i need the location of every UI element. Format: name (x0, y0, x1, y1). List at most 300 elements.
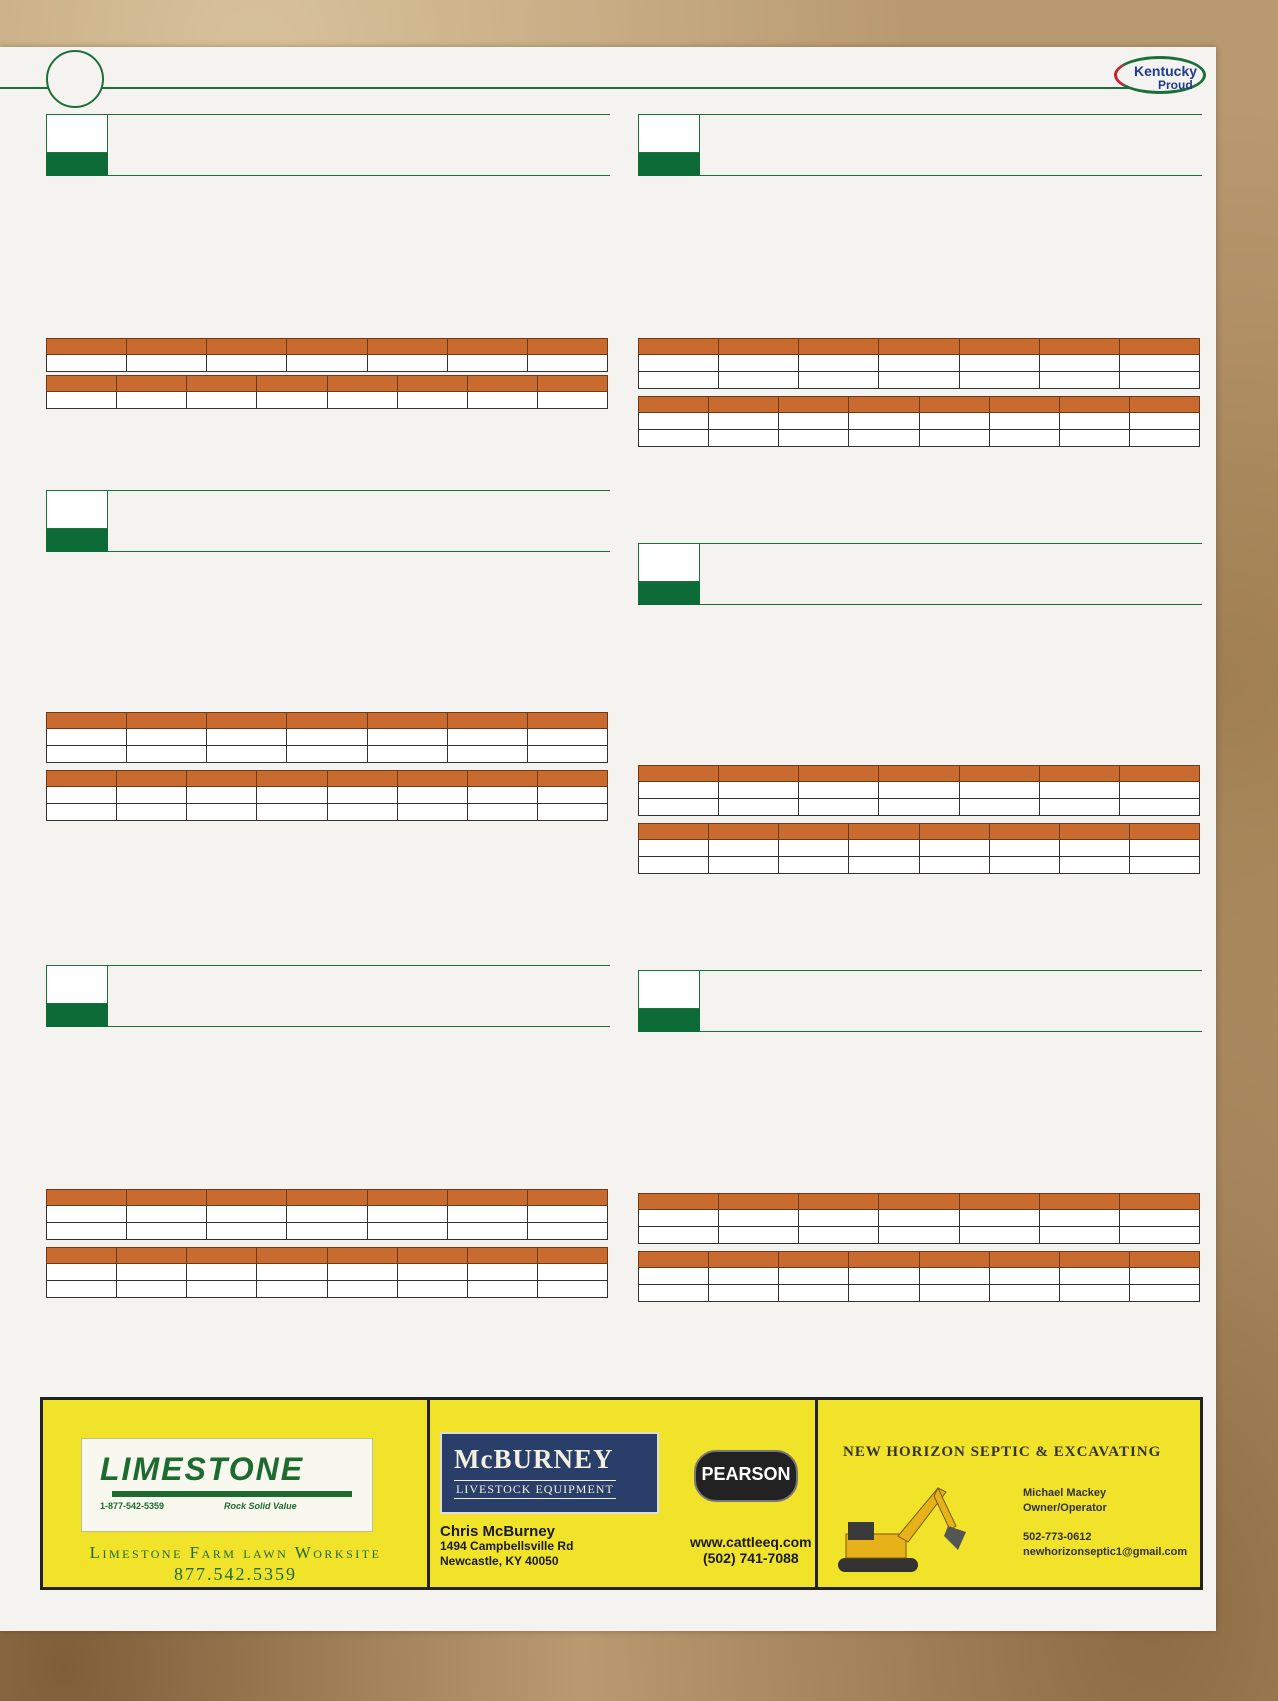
mcburney-contact (440, 1524, 573, 1569)
table-header-cell (959, 1194, 1039, 1210)
section-label-box (46, 965, 108, 1027)
table-cell (467, 804, 537, 821)
table-header-cell (779, 397, 849, 413)
table-cell (719, 1227, 799, 1244)
table-cell (127, 355, 207, 372)
table-header-cell (1039, 766, 1119, 782)
table-header-cell (47, 713, 127, 729)
table-header-cell (327, 376, 397, 392)
stats-table-7col (638, 338, 1200, 389)
mcburney-web-phone (690, 1534, 812, 1566)
table-cell (447, 355, 527, 372)
table-header-cell (527, 1190, 607, 1206)
table-cell (1119, 1210, 1199, 1227)
mcburney-phone: (502) 741-7088 (702, 1550, 799, 1566)
table-cell (639, 782, 719, 799)
table-cell (327, 1281, 397, 1298)
table-cell (639, 355, 719, 372)
table-cell (367, 1223, 447, 1240)
table-cell (47, 804, 117, 821)
table-cell (47, 729, 127, 746)
table-header-cell (639, 339, 719, 355)
table-cell (919, 1285, 989, 1302)
table-cell (959, 355, 1039, 372)
table-cell (47, 1264, 117, 1281)
table-cell (989, 430, 1059, 447)
table-header-cell (1059, 824, 1129, 840)
table-cell (849, 857, 919, 874)
table-cell (879, 372, 959, 389)
section-header (46, 490, 610, 552)
table-cell (1119, 782, 1199, 799)
page-number-badge (46, 50, 104, 108)
table-header-cell (257, 1248, 327, 1264)
table-cell (919, 413, 989, 430)
table-cell (879, 1227, 959, 1244)
table-cell (117, 804, 187, 821)
table-cell (779, 1268, 849, 1285)
table-header-cell (207, 339, 287, 355)
table-cell (639, 1210, 719, 1227)
table-cell (207, 746, 287, 763)
table-header-cell (639, 397, 709, 413)
table-cell (799, 372, 879, 389)
logo-text-kentucky: Kentucky (1134, 63, 1198, 79)
table-header-cell (47, 376, 117, 392)
table-cell (447, 729, 527, 746)
table-cell (1129, 430, 1199, 447)
table-header-cell (1129, 397, 1199, 413)
table-cell (959, 372, 1039, 389)
table-cell (959, 799, 1039, 816)
table-cell (779, 840, 849, 857)
table-cell (639, 840, 709, 857)
table-header-cell (397, 771, 467, 787)
mcburney-logo-sub: LIVESTOCK EQUIPMENT (454, 1480, 616, 1499)
table-cell (537, 804, 607, 821)
table-cell (779, 413, 849, 430)
new-horizon-title: NEW HORIZON SEPTIC & EXCAVATING (843, 1444, 1162, 1460)
table-header-cell (1129, 824, 1199, 840)
table-cell (1059, 1285, 1129, 1302)
table-cell (127, 1223, 207, 1240)
table-cell (879, 799, 959, 816)
section-header (46, 965, 610, 1027)
header-rule (0, 87, 1130, 89)
ad-mcburney[interactable] (430, 1400, 818, 1587)
table-cell (799, 1210, 879, 1227)
table-header-cell (127, 339, 207, 355)
table-header-cell (799, 339, 879, 355)
stats-table-8col (638, 823, 1200, 874)
table-header-cell (187, 376, 257, 392)
table-header-cell (719, 766, 799, 782)
table-cell (1129, 1285, 1199, 1302)
table-header-cell (257, 771, 327, 787)
table-header-cell (47, 339, 127, 355)
table-cell (709, 1268, 779, 1285)
table-header-cell (1039, 339, 1119, 355)
section-label-box (638, 543, 700, 605)
table-header-cell (709, 824, 779, 840)
stats-table-8col (638, 396, 1200, 447)
table-cell (287, 729, 367, 746)
table-cell (207, 1206, 287, 1223)
table-cell (1119, 355, 1199, 372)
sponsor-ads-strip (40, 1397, 1203, 1590)
table-header-cell (919, 1252, 989, 1268)
section-header (638, 543, 1202, 605)
table-header-cell (849, 397, 919, 413)
table-cell (1039, 355, 1119, 372)
stats-table-8col (638, 1251, 1200, 1302)
table-header-cell (397, 376, 467, 392)
table-cell (1119, 372, 1199, 389)
table-cell (527, 355, 607, 372)
table-cell (117, 1281, 187, 1298)
table-header-cell (117, 1248, 187, 1264)
table-cell (639, 430, 709, 447)
section-header (638, 970, 1202, 1032)
table-header-cell (467, 1248, 537, 1264)
table-cell (467, 1264, 537, 1281)
table-cell (709, 857, 779, 874)
table-cell (959, 782, 1039, 799)
table-header-cell (849, 1252, 919, 1268)
table-cell (639, 1268, 709, 1285)
table-cell (327, 804, 397, 821)
table-cell (327, 1264, 397, 1281)
table-cell (989, 413, 1059, 430)
excavator-icon (828, 1470, 978, 1580)
table-header-cell (779, 1252, 849, 1268)
table-cell (719, 1210, 799, 1227)
section-label-box (638, 114, 700, 176)
table-header-cell (367, 339, 447, 355)
section-label-box (46, 114, 108, 176)
table-header-cell (327, 771, 397, 787)
table-cell (639, 413, 709, 430)
table-cell (127, 746, 207, 763)
table-cell (1039, 799, 1119, 816)
table-cell (447, 1206, 527, 1223)
table-header-cell (367, 713, 447, 729)
mcburney-website[interactable]: www.cattleeq.com (690, 1534, 812, 1550)
table-cell (287, 1206, 367, 1223)
table-cell (779, 857, 849, 874)
table-cell (47, 787, 117, 804)
table-cell (527, 1206, 607, 1223)
table-cell (187, 804, 257, 821)
section-label-box (638, 970, 700, 1032)
table-header-cell (1119, 1194, 1199, 1210)
table-cell (257, 787, 327, 804)
stats-table-7col (46, 712, 608, 763)
table-header-cell (919, 397, 989, 413)
table-cell (989, 1268, 1059, 1285)
table-header-cell (959, 339, 1039, 355)
table-header-cell (287, 339, 367, 355)
limestone-name: Limestone Farm lawn Worksite (89, 1543, 382, 1562)
table-cell (257, 804, 327, 821)
section-header (46, 114, 610, 176)
table-cell (467, 787, 537, 804)
table-cell (1059, 1268, 1129, 1285)
table-cell (1039, 782, 1119, 799)
table-cell (287, 746, 367, 763)
table-header-cell (1119, 766, 1199, 782)
table-cell (397, 392, 467, 409)
section-label-box (46, 490, 108, 552)
table-cell (639, 799, 719, 816)
table-cell (187, 392, 257, 409)
table-cell (779, 1285, 849, 1302)
table-cell (1059, 413, 1129, 430)
table-cell (287, 355, 367, 372)
table-header-cell (187, 771, 257, 787)
table-cell (1129, 413, 1199, 430)
table-cell (719, 372, 799, 389)
limestone-logo-text: LIMESTONE (100, 1451, 305, 1487)
table-cell (919, 1268, 989, 1285)
table-cell (849, 430, 919, 447)
table-cell (207, 355, 287, 372)
limestone-logo-slogan: Rock Solid Value (224, 1501, 297, 1511)
table-header-cell (47, 1248, 117, 1264)
table-header-cell (719, 339, 799, 355)
logo-text-proud: Proud (1158, 78, 1193, 92)
table-header-cell (207, 713, 287, 729)
table-header-cell (639, 824, 709, 840)
table-header-cell (709, 397, 779, 413)
table-cell (397, 787, 467, 804)
table-cell (919, 840, 989, 857)
table-cell (879, 782, 959, 799)
mcburney-logo (440, 1432, 659, 1514)
table-cell (257, 1264, 327, 1281)
table-header-cell (287, 713, 367, 729)
table-header-cell (799, 766, 879, 782)
table-cell (467, 1281, 537, 1298)
table-header-cell (467, 771, 537, 787)
table-header-cell (447, 713, 527, 729)
table-header-cell (1129, 1252, 1199, 1268)
table-cell (849, 840, 919, 857)
stats-table-7col (46, 1189, 608, 1240)
new-horizon-contact-name: Michael Mackey (1023, 1487, 1107, 1499)
table-cell (187, 787, 257, 804)
table-cell (127, 1206, 207, 1223)
table-cell (989, 840, 1059, 857)
table-cell (639, 1227, 719, 1244)
table-header-cell (127, 1190, 207, 1206)
table-cell (397, 804, 467, 821)
stats-table-7col (46, 338, 608, 372)
table-header-cell (879, 766, 959, 782)
table-cell (187, 1264, 257, 1281)
table-cell (849, 1268, 919, 1285)
new-horizon-contact (1023, 1486, 1187, 1560)
table-cell (367, 1206, 447, 1223)
table-header-cell (537, 376, 607, 392)
table-header-cell (187, 1248, 257, 1264)
table-header-cell (919, 824, 989, 840)
table-cell (779, 430, 849, 447)
table-header-cell (527, 713, 607, 729)
table-cell (1059, 857, 1129, 874)
table-cell (709, 413, 779, 430)
table-cell (527, 1223, 607, 1240)
table-header-cell (127, 713, 207, 729)
table-cell (397, 1281, 467, 1298)
table-header-cell (47, 1190, 127, 1206)
table-header-cell (327, 1248, 397, 1264)
table-cell (537, 787, 607, 804)
table-cell (959, 1210, 1039, 1227)
table-cell (719, 355, 799, 372)
limestone-phone: 877.542.5359 (174, 1564, 297, 1584)
table-header-cell (849, 824, 919, 840)
table-cell (919, 430, 989, 447)
table-cell (447, 746, 527, 763)
table-cell (257, 392, 327, 409)
limestone-logo-phone: 1-877-542-5359 (100, 1501, 165, 1511)
table-cell (879, 1210, 959, 1227)
table-header-cell (47, 771, 117, 787)
table-cell (989, 1285, 1059, 1302)
ad-new-horizon[interactable] (818, 1400, 1200, 1587)
table-cell (849, 1285, 919, 1302)
table-header-cell (989, 1252, 1059, 1268)
table-header-cell (639, 1194, 719, 1210)
table-header-cell (367, 1190, 447, 1206)
table-cell (47, 1281, 117, 1298)
table-cell (287, 1223, 367, 1240)
table-header-cell (537, 1248, 607, 1264)
mcburney-contact-name: Chris McBurney (440, 1523, 556, 1540)
table-header-cell (989, 824, 1059, 840)
mcburney-address-line2: Newcastle, KY 40050 (440, 1554, 559, 1568)
table-cell (1039, 1210, 1119, 1227)
table-header-cell (527, 339, 607, 355)
table-header-cell (287, 1190, 367, 1206)
table-cell (47, 1223, 127, 1240)
table-cell (799, 1227, 879, 1244)
table-header-cell (257, 376, 327, 392)
table-header-cell (467, 376, 537, 392)
new-horizon-phone: 502-773-0612 (1023, 1531, 1092, 1543)
table-header-cell (117, 771, 187, 787)
table-header-cell (1039, 1194, 1119, 1210)
table-cell (47, 746, 127, 763)
table-cell (1039, 1227, 1119, 1244)
table-cell (709, 1285, 779, 1302)
table-cell (709, 840, 779, 857)
table-header-cell (779, 824, 849, 840)
table-cell (1129, 857, 1199, 874)
table-header-cell (1059, 1252, 1129, 1268)
table-cell (327, 787, 397, 804)
table-header-cell (1119, 339, 1199, 355)
table-cell (849, 413, 919, 430)
table-header-cell (537, 771, 607, 787)
table-cell (467, 392, 537, 409)
table-header-cell (799, 1194, 879, 1210)
table-cell (367, 355, 447, 372)
table-header-cell (719, 1194, 799, 1210)
ad-limestone[interactable] (43, 1400, 430, 1587)
table-cell (207, 729, 287, 746)
table-cell (1129, 1268, 1199, 1285)
table-header-cell (447, 1190, 527, 1206)
kentucky-proud-logo (1110, 52, 1214, 100)
mcburney-address-line1: 1494 Campbellsville Rd (440, 1539, 574, 1553)
table-header-cell (639, 766, 719, 782)
table-cell (959, 1227, 1039, 1244)
table-header-cell (1059, 397, 1129, 413)
table-cell (187, 1281, 257, 1298)
table-cell (127, 729, 207, 746)
table-cell (47, 355, 127, 372)
table-cell (537, 392, 607, 409)
mcburney-logo-name: McBURNEY (454, 1444, 614, 1474)
table-cell (327, 392, 397, 409)
table-cell (639, 372, 719, 389)
table-cell (919, 857, 989, 874)
table-cell (719, 782, 799, 799)
table-header-cell (117, 376, 187, 392)
table-cell (367, 746, 447, 763)
table-cell (367, 729, 447, 746)
limestone-logo (81, 1438, 373, 1532)
table-cell (709, 430, 779, 447)
stats-table-8col (46, 1247, 608, 1298)
table-cell (207, 1223, 287, 1240)
table-header-cell (397, 1248, 467, 1264)
table-cell (527, 729, 607, 746)
table-cell (1059, 840, 1129, 857)
table-cell (527, 746, 607, 763)
table-cell (879, 355, 959, 372)
stats-table-8col (46, 375, 608, 409)
table-header-cell (879, 1194, 959, 1210)
table-cell (639, 857, 709, 874)
stats-table-7col (638, 765, 1200, 816)
table-cell (257, 1281, 327, 1298)
table-cell (537, 1281, 607, 1298)
table-cell (397, 1264, 467, 1281)
table-cell (1039, 372, 1119, 389)
table-header-cell (709, 1252, 779, 1268)
table-header-cell (639, 1252, 709, 1268)
new-horizon-email[interactable]: newhorizonseptic1@gmail.com (1023, 1546, 1188, 1558)
stats-table-7col (638, 1193, 1200, 1244)
table-header-cell (207, 1190, 287, 1206)
table-cell (117, 787, 187, 804)
table-cell (47, 1206, 127, 1223)
table-cell (719, 799, 799, 816)
table-header-cell (959, 766, 1039, 782)
table-cell (117, 1264, 187, 1281)
stats-table-8col (46, 770, 608, 821)
table-cell (1119, 799, 1199, 816)
table-cell (1129, 840, 1199, 857)
new-horizon-contact-role: Owner/Operator (1023, 1502, 1107, 1514)
table-cell (117, 392, 187, 409)
table-cell (799, 782, 879, 799)
table-header-cell (879, 339, 959, 355)
section-header (638, 114, 1202, 176)
